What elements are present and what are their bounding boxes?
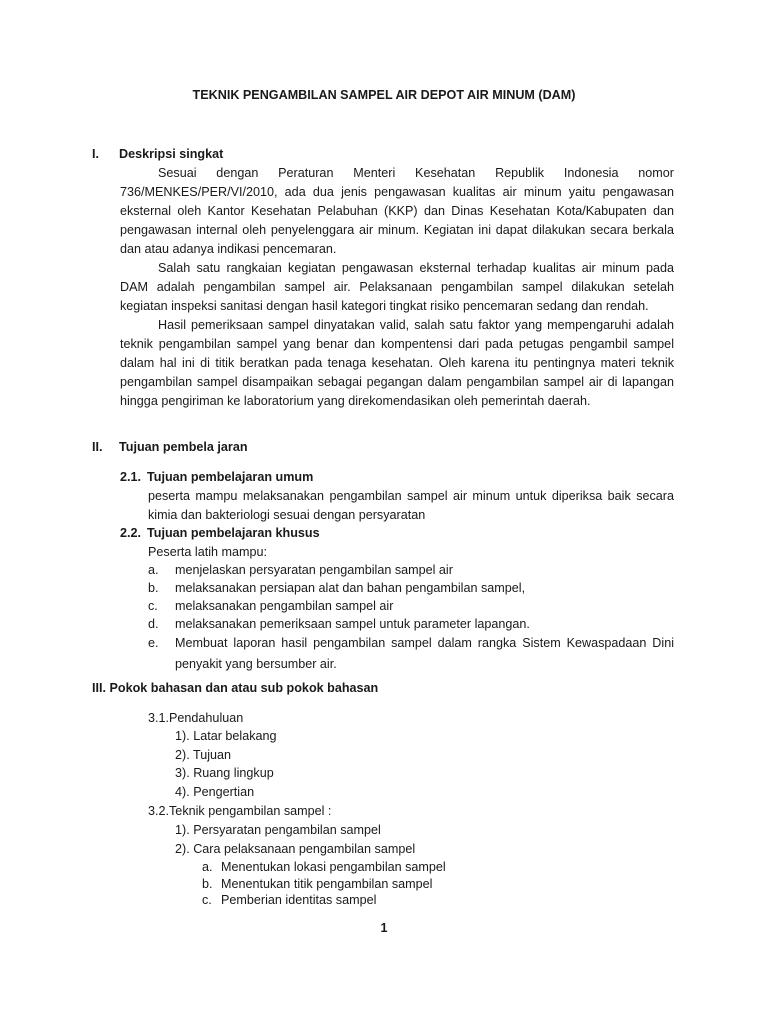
document-title: TEKNIK PENGAMBILAN SAMPEL AIR DEPOT AIR MINUM (DAM) (192, 88, 576, 102)
subsection-3-2-heading: 3.2.Teknik pengambilan sampel : (148, 804, 332, 818)
list-item: 3). Ruang lingkup (175, 766, 274, 781)
objectives-list (148, 561, 674, 675)
list-item: c. Pemberian identitas sampel (202, 893, 377, 908)
list-item: b. melaksanakan persiapan alat dan bahan pengambilan sampel, (148, 581, 526, 595)
section-1-number: I. (92, 147, 99, 161)
list-item: 2). Tujuan (175, 747, 232, 762)
subsection-2-1-text: peserta mampu melaksanakan pengambilan sampel air minum untuk diperiksa baik secara kimia dan bakteriologi sesuai dengan persyaratan (148, 489, 674, 522)
list-item: a. menjelaskan persyaratan pengambilan sampel air (148, 563, 453, 577)
section-1-title: Deskripsi singkat (119, 147, 224, 161)
list-item: 2). Cara pelaksanaan pengambilan sampel (175, 841, 416, 856)
list-item: 1). Persyaratan pengambilan sampel (175, 823, 381, 837)
list-item: b. Menentukan titik pengambilan sampel (202, 876, 433, 891)
list-item: d. melaksanakan pemeriksaan sampel untuk parameter lapangan. (148, 617, 530, 631)
list-item: e. Membuat laporan hasil pengambilan sampel dalam rangka Sistem Kewaspadaan Dini penyakit yang bersumber air. (148, 636, 674, 671)
section-1-paragraph-2: Salah satu rangkaian kegiatan pengawasan eksternal terhadap kualitas air minum pada DAM adalah pengambilan sampel air. Pelaksanaan pengambilan sampel dilakukan setelah kegiatan inspeksi sanitasi dengan hasil kategori tingkat risiko pencemaran sedang dan rendah. (120, 261, 674, 313)
list-item: a. Menentukan lokasi pengambilan sampel (202, 860, 446, 874)
subsection-2-2-heading: 2.2. Tujuan pembelajaran khusus (120, 526, 320, 540)
teknik-list (175, 821, 415, 858)
subsection-3-1-heading: 3.1.Pendahuluan (148, 711, 244, 725)
subsection-2-2-intro: Peserta latih mampu: (148, 545, 267, 559)
section-2-number: II. (92, 440, 103, 454)
section-2-title: Tujuan pembela jaran (119, 440, 248, 454)
list-item: 1). Latar belakang (175, 729, 277, 743)
section-1-paragraph-3: Hasil pemeriksaan sampel dinyatakan valid, salah satu faktor yang mempengaruhi adalah teknik pengambilan sampel yang benar dan kompentensi dari pada petugas pengambil sampel dalam hal ini di titik beratkan pada tenaga kesehatan. Oleh karena itu pentingnya materi teknik pengambilan sampel disampaikan sebagai pegangan dalam pengambilan sampel air di lapangan hingga pengiriman ke laboratorium yang direkomendasikan oleh pemerintah daerah. (120, 318, 674, 408)
list-item: c. melaksanakan pengambilan sampel air (148, 599, 394, 613)
cara-pelaksanaan-list (202, 859, 446, 909)
page-number: 1 (380, 921, 388, 935)
section-1-paragraph-1: Sesuai dengan Peraturan Menteri Kesehatan Republik Indonesia nomor 736/MENKES/PER/VI/2010, ada dua jenis pengawasan kualitas air minum yaitu pengawasan eksternal oleh Kantor Kesehatan Pelabuhan (KKP) dan Dinas Kesehatan Kota/Kabupaten dan pengawasan internal oleh penyelenggara air minum. Kegiatan ini dapat dilakukan secara berkala dan atau adanya indikasi pencemaran. (120, 166, 674, 256)
section-2-heading (92, 438, 248, 457)
pendahuluan-list (175, 727, 277, 801)
section-1-heading (92, 145, 223, 164)
section-3-heading: III. Pokok bahasan dan atau sub pokok bahasan (92, 681, 379, 695)
subsection-2-1-heading: 2.1. Tujuan pembelajaran umum (120, 470, 314, 484)
list-item: 4). Pengertian (175, 784, 255, 799)
